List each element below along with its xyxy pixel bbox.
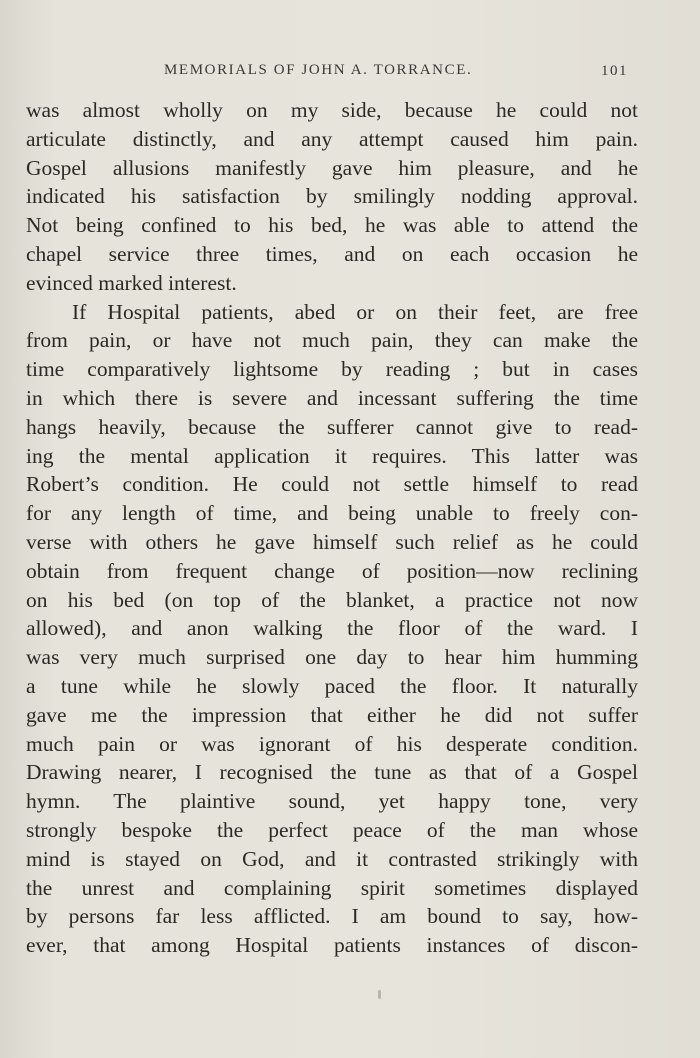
text-line: time comparatively lightsome by reading ; but in cases [26, 357, 638, 382]
text-line: hangs heavily, because the sufferer cannot give to read- [26, 414, 638, 439]
text-line: in which there is severe and incessant suffering the time [26, 385, 638, 410]
text-line: a tune while he slowly paced the floor. It naturally [26, 673, 638, 698]
text-line: hymn. The plaintive sound, yet happy tone, very [26, 789, 638, 814]
text-line: on his bed (on top of the blanket, a practice not now [26, 587, 638, 612]
text-line: gave me the impression that either he did not suffer [26, 702, 638, 727]
text-line: mind is stayed on God, and it contrasted strikingly with [26, 846, 638, 871]
text-line: obtain from frequent change of position—now reclining [26, 558, 638, 583]
text-line: evinced marked interest. [26, 270, 237, 295]
text-line: was almost wholly on my side, because he could not [26, 98, 638, 122]
text-line: by persons far less afflicted. I am bound to say, how- [26, 904, 638, 929]
text-line: strongly bespoke the perfect peace of the man whose [26, 817, 638, 842]
text-line: articulate distinctly, and any attempt caused him pain. [26, 126, 638, 151]
text-line: much pain or was ignorant of his desperate condition. [26, 731, 638, 756]
text-line: If Hospital patients, abed or on their feet, are free [72, 299, 638, 324]
text-line: Robert’s condition. He could not settle himself to read [26, 472, 638, 497]
text-line: ever, that among Hospital patients instances of discon- [26, 933, 638, 958]
text-line: was very much surprised one day to hear him humming [26, 645, 638, 670]
text-line: Not being confined to his bed, he was able to attend the [26, 213, 638, 238]
paper-speck [378, 990, 381, 999]
text-line: Gospel allusions manifestly gave him pleasure, and he [26, 155, 638, 180]
text-line: the unrest and complaining spirit sometimes displayed [26, 875, 638, 900]
body-text [26, 96, 638, 960]
text-line: from pain, or have not much pain, they can make the [26, 328, 638, 353]
text-line: verse with others he gave himself such relief as he could [26, 529, 638, 554]
text-line: chapel service three times, and on each occasion he [26, 241, 638, 266]
text-line: ing the mental application it requires. This latter was [26, 443, 638, 468]
text-line: allowed), and anon walking the floor of the ward. I [26, 616, 638, 641]
running-head [26, 62, 638, 88]
running-title: MEMORIALS OF JOHN A. TORRANCE. [164, 62, 473, 78]
text-line: indicated his satisfaction by smilingly nodding approval. [26, 184, 638, 209]
text-line: Drawing nearer, I recognised the tune as that of a Gospel [26, 760, 638, 785]
page-number: 101 [601, 63, 628, 79]
text-line: for any length of time, and being unable to freely con- [26, 501, 638, 526]
